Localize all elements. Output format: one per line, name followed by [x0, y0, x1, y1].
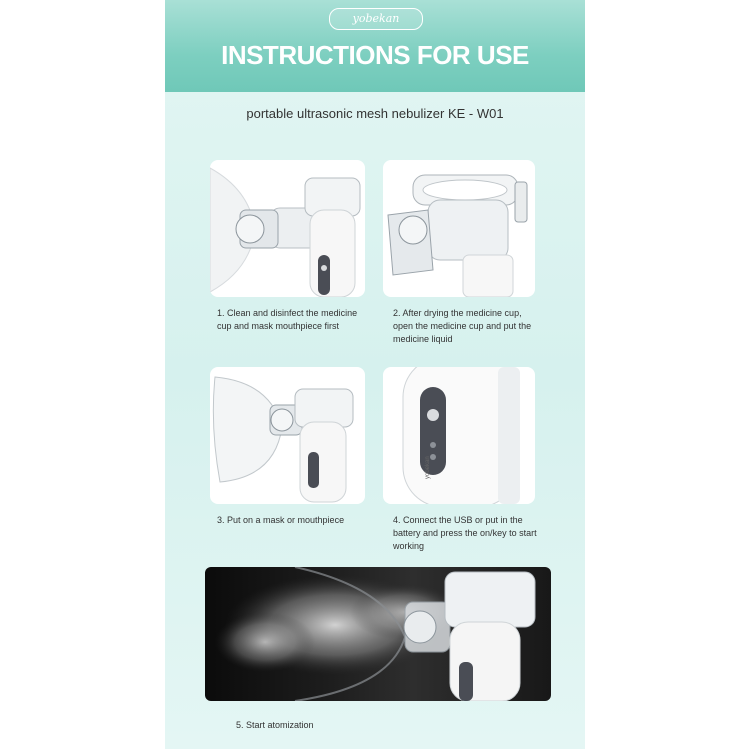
mask-attached-illustration — [210, 367, 365, 504]
brand-logo: yobekan — [329, 8, 423, 30]
instruction-panel — [165, 0, 585, 749]
step-1-image — [210, 160, 365, 297]
step-3-image — [210, 367, 365, 504]
step-1-caption: 1. Clean and disinfect the medicine cup and mask mouthpiece first — [217, 308, 358, 331]
step-4-caption: 4. Connect the USB or put in the battery and press the on/key to start working — [393, 515, 537, 551]
device-body-closeup-illustration — [383, 367, 535, 504]
header-banner — [165, 0, 585, 92]
device-brand-label: yobekan — [425, 456, 431, 479]
nebulizer-with-mask-illustration — [210, 160, 365, 297]
step-2-caption: 2. After drying the medicine cup, open the medicine cup and put the medicine liquid — [393, 308, 532, 344]
step-5-image — [205, 567, 551, 701]
step-2-image — [383, 160, 535, 297]
product-subtitle: portable ultrasonic mesh nebulizer KE - W01 — [246, 106, 504, 121]
atomization-mist-illustration — [205, 567, 551, 701]
step-3-caption: 3. Put on a mask or mouthpiece — [217, 515, 345, 525]
step-4-image — [383, 367, 535, 504]
step-5-caption: 5. Start atomization — [236, 720, 314, 730]
page-title: INSTRUCTIONS FOR USE — [221, 40, 529, 70]
open-medicine-cup-illustration — [383, 160, 535, 297]
